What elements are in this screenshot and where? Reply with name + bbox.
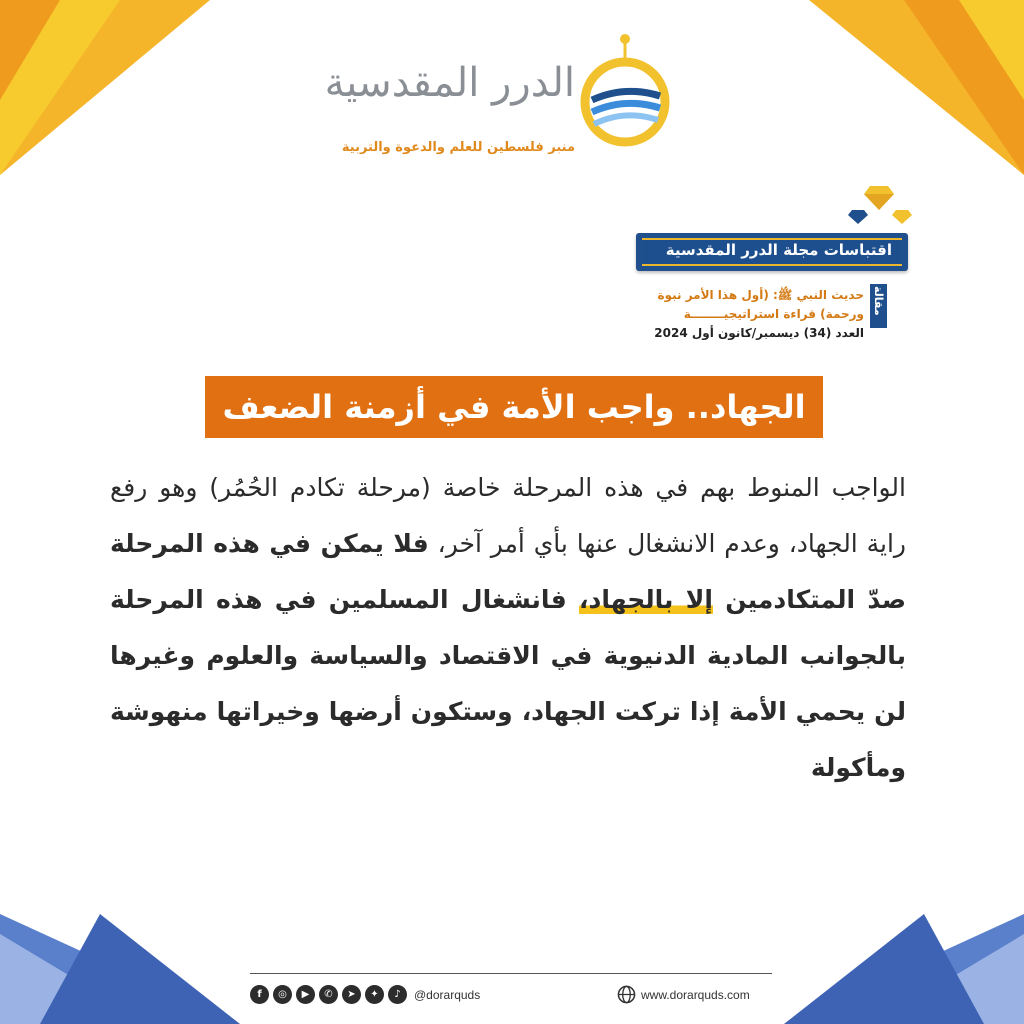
crescent-dome-icon [580, 30, 670, 160]
telegram-icon[interactable]: ➤ [342, 985, 361, 1004]
instagram-icon[interactable]: ◎ [273, 985, 292, 1004]
quote-highlight: إلا بالجهاد، [579, 585, 713, 614]
website-url: www.dorarquds.com [641, 987, 750, 1002]
whatsapp-icon[interactable]: ✆ [319, 985, 338, 1004]
article-tag: مقالة [870, 284, 887, 328]
tiktok-icon[interactable]: ♪ [388, 985, 407, 1004]
quote-part-2: فلا يمكن في هذه المرحلة صدّ المتكادمين [110, 529, 907, 614]
footer-divider [250, 973, 772, 974]
quote-body [110, 460, 906, 796]
logo-title: الدرر المقدسية [324, 60, 575, 106]
issue-info: العدد (34) ديسمبر/كانون أول 2024 [654, 326, 864, 340]
bottom-right-corner-decoration [784, 914, 1024, 1024]
website-link[interactable] [617, 985, 750, 1004]
globe-icon [617, 985, 636, 1004]
magazine-banner [636, 233, 908, 271]
logo-subtitle: منبر فلسطين للعلم والدعوة والتربية [341, 140, 575, 155]
quote-part-4: فانشغال المسلمين في هذه المرحلة بالجوانب المادية الدنيوية في الاقتصاد والسياسة والعلوم وغيرها لن يحمي الأمة إذا تركت الجهاد، وستكون أرضها وخيراتها منهوشة ومأكولة [110, 585, 906, 782]
youtube-icon[interactable]: ▶ [296, 985, 315, 1004]
article-title-line2: ورحمة) قراءة استراتيجيــــــــة [683, 307, 864, 321]
social-handle[interactable]: @dorarquds [414, 987, 481, 1002]
facebook-icon[interactable]: f [250, 985, 269, 1004]
quote-part-1: الواجب المنوط بهم في هذه المرحلة خاصة (مرحلة تكادم الحُمُر) وهو رفع راية الجهاد، وعدم الانشغال عنها بأي أمر آخر، [110, 473, 906, 558]
top-right-corner-decoration [809, 0, 1024, 175]
article-reference [654, 286, 864, 343]
top-left-corner-decoration [0, 0, 210, 175]
magazine-banner-text: اقتباسات مجلة الدرر المقدسية [665, 241, 892, 259]
social-links [250, 985, 480, 1004]
article-title-line1: حديث النبي ﷺ: (أول هذا الأمر نبوة [657, 288, 864, 302]
bottom-left-corner-decoration [0, 914, 240, 1024]
twitter-icon[interactable]: ✦ [365, 985, 384, 1004]
site-logo [324, 30, 670, 170]
page-title: الجهاد.. واجب الأمة في أزمنة الضعف [205, 376, 823, 438]
gems-icon [848, 182, 918, 227]
